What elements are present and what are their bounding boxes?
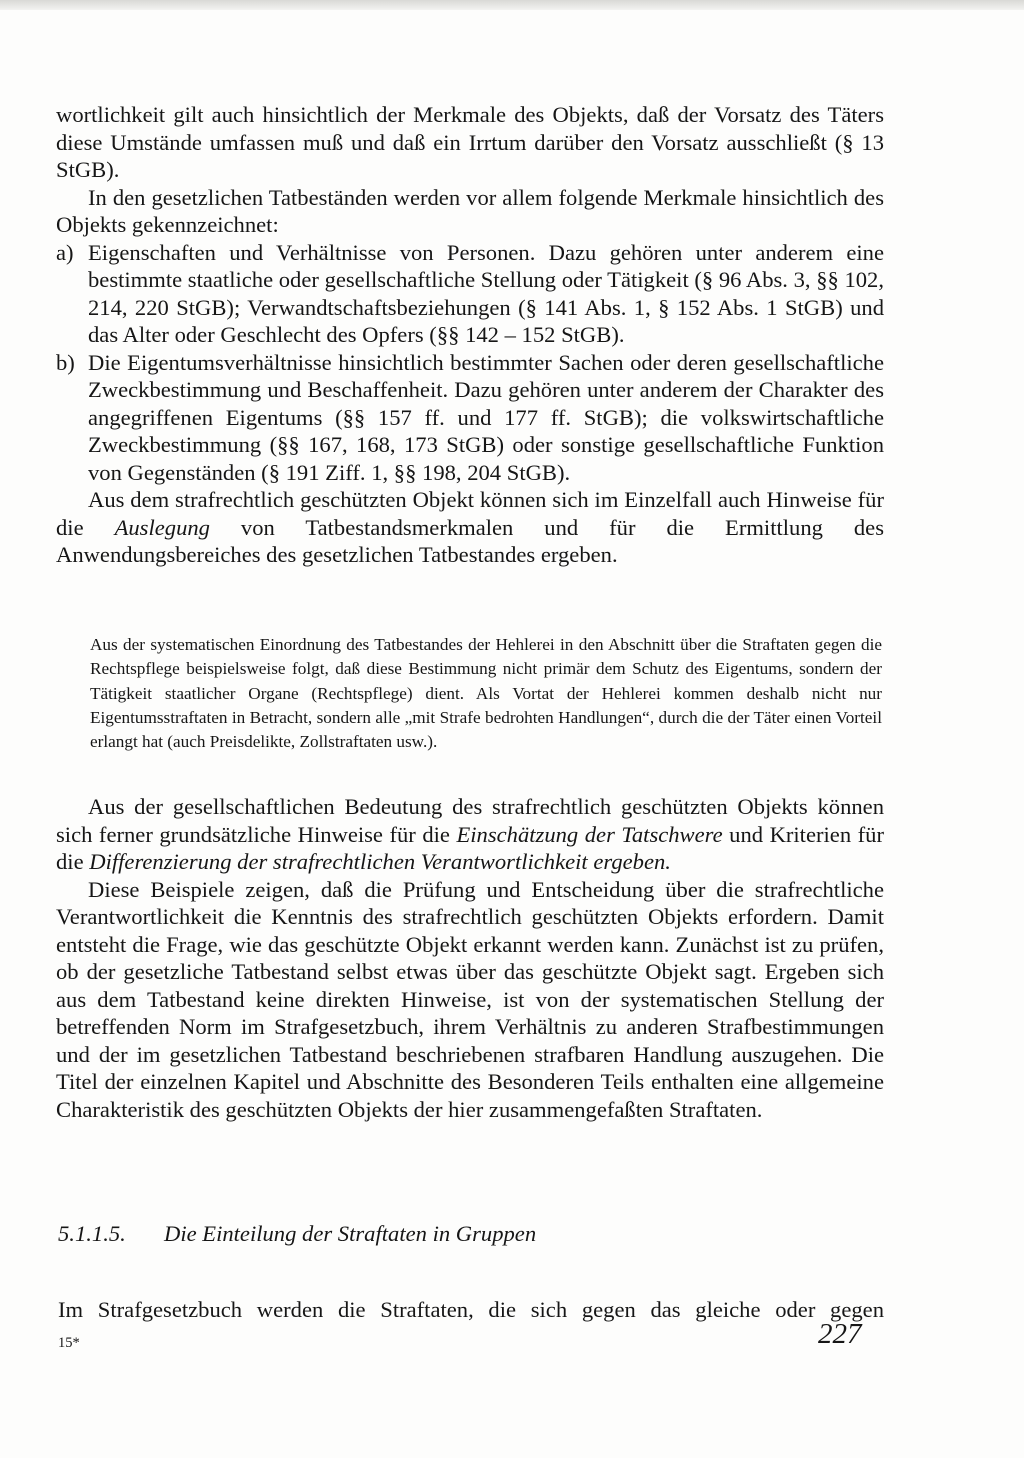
paragraph-text: von Tatbestandsmerkmalen und für die Ermittlung des Anwendungsbereiches des gesetzlichen Tatbestandes ergeben.	[56, 514, 884, 567]
list-item-text: Eigenschaften und Verhältnisse von Personen. Dazu gehören unter anderem eine bestimmte staatliche oder gesellschaftliche Stellung oder Tätigkeit (§ 96 Abs. 3, §§ 102, 214, 220 StGB); Verwandtschaftsbeziehungen (§ 141 Abs. 1, § 152 Abs. 1 StGB) und das Alter oder Geschlecht des Opfers (§§ 142 – 152 StGB).	[88, 239, 884, 347]
main-paragraph-2: Diese Beispiele zeigen, daß die Prüfung und Entscheidung über die strafrechtliche Verantwortlichkeit die Kenntnis des strafrechtlich geschützten Objekts erfordern. Damit entsteht die Frage, wie das geschützte Objekt erkannt werden kann. Zunächst ist zu prüfen, ob der gesetzliche Tatbestand selbst etwas über das geschützte Objekt sagt. Ergeben sich aus dem Tatbestand keine direkten Hinweise, ist von der systematischen Stellung der betreffenden Norm im Strafgesetzbuch, ihrem Verhältnis zu anderen Strafbestimmungen und der im gesetzlichen Tatbestand beschriebenen strafbaren Handlung auszugehen. Die Titel der einzelnen Kapitel und Abschnitte des Besonderen Teils enthalten eine allgemeine Charakteristik des geschützten Objekts der hier zusammengefaßten Straftaten.	[56, 876, 884, 1122]
emphasis-tatschwere: Einschätzung der Tatschwere	[456, 821, 723, 847]
page-number: 227	[818, 1318, 862, 1350]
intro-paragraph-1: wortlichkeit gilt auch hinsichtlich der Merkmale des Objekts, daß der Vorsatz des Täters diese Umstände umfassen muß und daß ein Irrtum darüber den Vorsatz ausschließt (§ 13 StGB).	[56, 102, 884, 182]
continuation-text: Im Strafgesetzbuch werden die Straftaten, die sich gegen das gleiche oder gegen	[58, 1296, 884, 1322]
list-item	[56, 239, 884, 349]
section-title: Die Einteilung der Straftaten in Gruppen	[164, 1221, 537, 1246]
intro-paragraph-2: In den gesetzlichen Tatbeständen werden vor allem folgende Merkmale hinsichtlich des Objekts gekennzeichnet:	[56, 184, 884, 237]
example-text: Aus der systematischen Einordnung des Tatbestandes der Hehlerei in den Abschnitt über die Straftaten gegen die Rechtspflege beispielsweise folgt, daß diese Bestimmung nicht primär dem Schutz des Eigentums, sondern der Tätigkeit staatlicher Organe (Rechtspflege) dient. Als Vortat der Hehlerei kommen deshalb nicht nur Eigentumsstraftaten in Betracht, sondern alle „mit Strafe bedrohten Handlungen“, durch die der Täter einen Vorteil erlangt hat (auch Preisdelikte, Zollstraftaten usw.).	[90, 635, 882, 752]
list-marker: b)	[56, 349, 75, 375]
printer-signature-mark: 15*	[58, 1335, 80, 1351]
paragraph-text: Aus dem strafrechtlich geschützten Objekt können sich im Einzelfall auch Hinweise für die	[56, 487, 884, 540]
main-paragraph-1	[56, 793, 884, 876]
intro-paragraph-3	[56, 486, 884, 569]
paragraph-text: Aus der gesellschaftlichen Bedeutung des strafrechtlich geschützten Objekts können sich ferner grundsätzliche Hinweise für die	[56, 794, 884, 847]
example-note	[90, 633, 882, 754]
list-item	[56, 349, 884, 487]
list-item-text: Die Eigentumsverhältnisse hinsichtlich bestimmter Sachen oder deren gesellschaftliche Zweckbestimmung und Beschaffenheit. Dazu gehören unter anderem der Charakter des angegriffenen Eigentums (§§ 157 ff. und 177 ff. StGB); die volkswirtschaftliche Zweckbestimmung (§§ 167, 168, 173 StGB) oder sonstige gesellschaftliche Funktion von Gegenständen (§ 191 Ziff. 1, §§ 198, 204 StGB).	[88, 349, 884, 485]
emphasis-differenzierung: Differenzierung der strafrechtlichen Verantwortlichkeit ergeben.	[89, 849, 671, 874]
intro-section	[56, 101, 884, 569]
section-heading	[58, 1220, 536, 1248]
object-features-list	[56, 239, 884, 487]
list-marker: a)	[56, 239, 74, 265]
emphasis-auslegung: Auslegung	[114, 514, 210, 540]
paragraph-text: und Kriterien für die	[56, 821, 884, 874]
section-number: 5.1.1.5.	[58, 1221, 126, 1246]
page-top-edge	[0, 0, 1024, 10]
main-section	[56, 793, 884, 1123]
